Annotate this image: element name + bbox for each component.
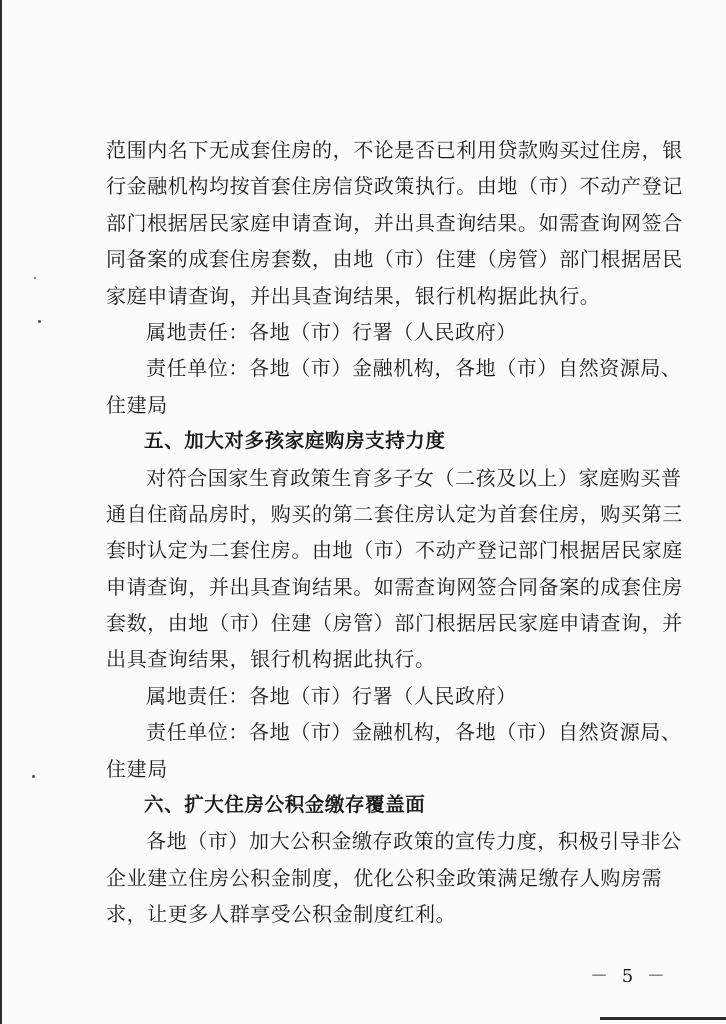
text-line: 企业建立住房公积金制度，优化公积金政策满足缴存人购房需 xyxy=(106,865,663,890)
text-line: 套时认定为二套住房。由地（市）不动产登记部门根据居民家庭 xyxy=(106,538,683,563)
text-line: 行金融机构均按首套住房信贷政策执行。由地（市）不动产登记 xyxy=(106,174,683,199)
text-line: 住建局 xyxy=(106,756,168,781)
document-body xyxy=(106,132,683,933)
text-line: 责任单位：各地（市）金融机构，各地（市）自然资源局、 xyxy=(146,356,682,381)
scan-speck xyxy=(34,277,36,279)
paragraph-purchase-policy xyxy=(106,132,683,314)
text-line: 套数，由地（市）住建（房管）部门根据居民家庭申请查询，并 xyxy=(106,611,683,636)
text-line: 部门根据居民家庭申请查询，并出具查询结果。如需查询网签合 xyxy=(106,210,683,235)
scan-speck xyxy=(32,775,35,778)
local-responsibility: 属地责任：各地（市）行署（人民政府） xyxy=(146,683,517,708)
text-line: 各地（市）加大公积金缴存政策的宣传力度，积极引导非公 xyxy=(146,829,682,854)
text-line: 范围内名下无成套住房的，不论是否已利用贷款购买过住房，银 xyxy=(106,138,683,162)
text-line: 家庭申请查询，并出具查询结果，银行机构据此执行。 xyxy=(106,283,601,308)
paragraph-housing-fund xyxy=(106,823,682,932)
section-heading-5: 五、加大对多孩家庭购房支持力度 xyxy=(144,429,446,453)
text-line: 住建局 xyxy=(106,392,168,417)
local-responsibility: 属地责任：各地（市）行署（人民政府） xyxy=(146,319,517,344)
section-heading-6: 六、扩大住房公积金缴存覆盖面 xyxy=(144,793,426,817)
text-line: 申请查询，并出具查询结果。如需查询网签合同备案的成套住房 xyxy=(106,574,683,599)
text-line: 通自住商品房时，购买的第二套住房认定为首套住房，购买第三 xyxy=(106,501,683,526)
text-line: 对符合国家生育政策生育多子女（二孩及以上）家庭购买普 xyxy=(146,465,682,490)
text-line: 求，让更多人群享受公积金制度红利。 xyxy=(106,902,457,927)
scan-bottom-border xyxy=(600,1017,726,1020)
text-line: 出具查询结果，银行机构据此执行。 xyxy=(106,647,436,672)
scan-left-border xyxy=(0,0,2,1024)
text-line: 同备案的成套住房套数，由地（市）住建（房管）部门根据居民 xyxy=(106,247,683,272)
responsible-units xyxy=(106,350,682,423)
page-number: － 5 － xyxy=(590,966,669,987)
scan-speck xyxy=(38,320,41,323)
paragraph-multi-child-families xyxy=(106,460,683,678)
responsible-units xyxy=(106,714,682,787)
text-line: 责任单位：各地（市）金融机构，各地（市）自然资源局、 xyxy=(146,720,682,745)
